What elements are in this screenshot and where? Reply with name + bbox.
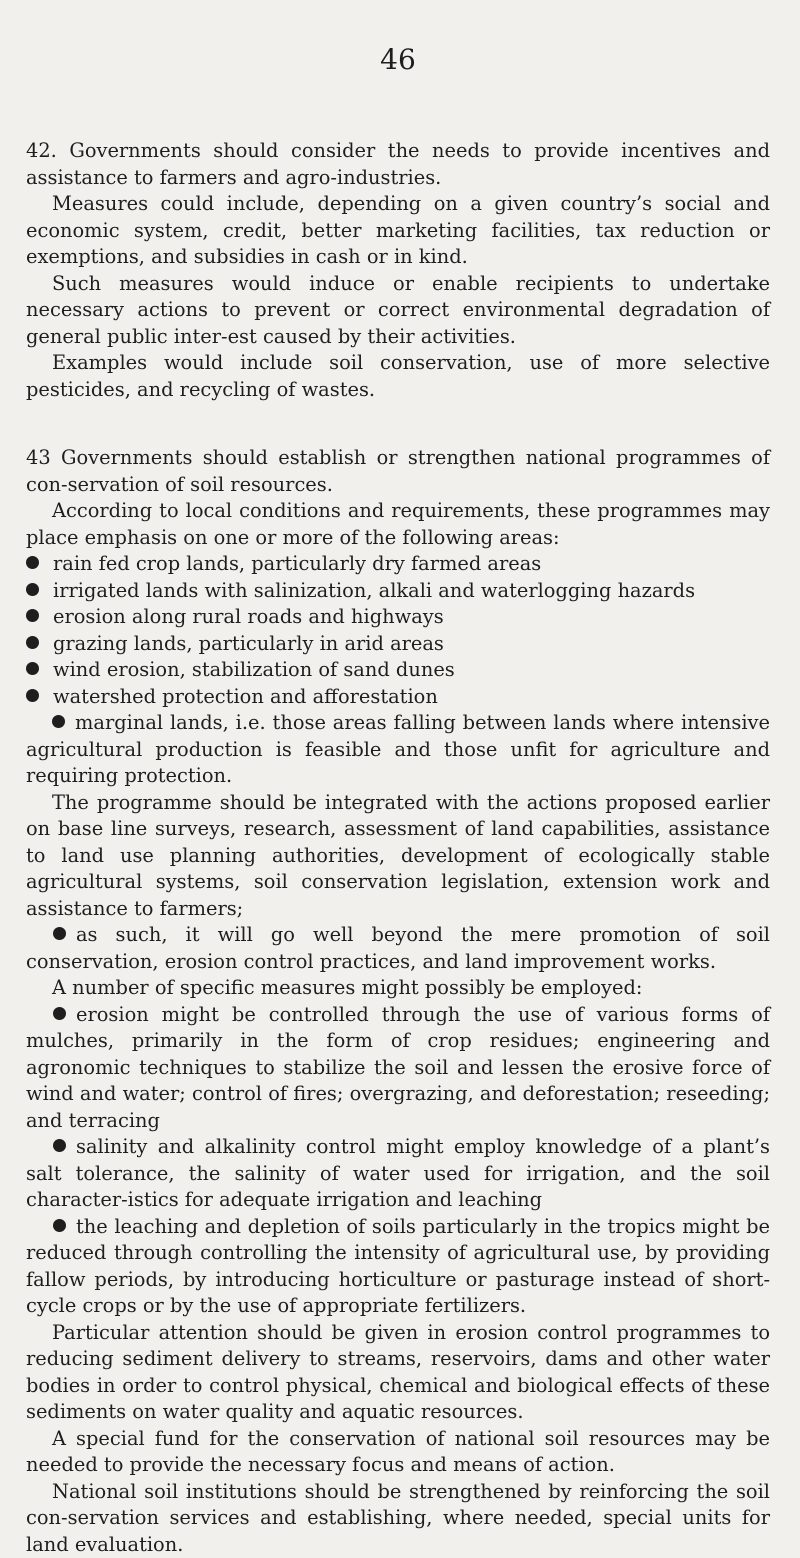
list-item-text: watershed protection and afforestation bbox=[53, 685, 438, 708]
closing-paragraph: A special fund for the conservation of national soil resources may be needed to provide the necessary focus and means of action. bbox=[26, 1426, 770, 1479]
bullet-icon bbox=[26, 662, 39, 675]
list-item-text: erosion along rural roads and highways bbox=[53, 605, 444, 628]
measures-list bbox=[26, 1002, 770, 1320]
list-item-text: grazing lands, particularly in arid areas bbox=[53, 632, 444, 655]
areas-list bbox=[26, 551, 770, 790]
list-item bbox=[26, 1214, 770, 1320]
bullet-icon bbox=[26, 556, 39, 569]
section-43-intro: According to local conditions and requirements, these programmes may place emphasis on one or more of the following areas: bbox=[26, 498, 770, 551]
list-item-text: marginal lands, i.e. those areas falling between lands where intensive agricultural production is feasible and those unfit for agriculture and requiring protection. bbox=[26, 711, 770, 787]
closing-paragraph: Particular attention should be given in erosion control programmes to reducing sediment delivery to streams, reservoirs, dams and other water bodies in order to control physical, chemical and biological effects of these sediments on water quality and aquatic resources. bbox=[26, 1320, 770, 1426]
list-item bbox=[26, 657, 770, 684]
bullet-icon bbox=[26, 609, 39, 622]
promotion-bullet bbox=[26, 922, 770, 975]
closing-paragraph: National soil institutions should be strengthened by reinforcing the soil con-servation services and establishing, where needed, special units for land evaluation. bbox=[26, 1479, 770, 1558]
list-item-text: rain fed crop lands, particularly dry farmed areas bbox=[53, 552, 541, 575]
list-item bbox=[26, 551, 770, 578]
bullet-icon bbox=[53, 1219, 66, 1232]
list-item-text: salinity and alkalinity control might employ knowledge of a plant’s salt tolerance, the salinity of water used for irrigation, and the soil character-istics for adequate irrigation and leaching bbox=[26, 1135, 770, 1211]
bullet-icon bbox=[26, 636, 39, 649]
section-42-heading: 42. Governments should consider the needs to provide incentives and assistance to farmers and agro-industries. bbox=[26, 138, 770, 191]
integration-paragraph: The programme should be integrated with the actions proposed earlier on base line surveys, research, assessment of land capabilities, assistance to land use planning authorities, development of ecologically stable agricultural systems, soil conservation legislation, extension work and assistance to farmers; bbox=[26, 790, 770, 923]
page-number: 46 bbox=[26, 0, 770, 102]
list-item-text: the leaching and depletion of soils particularly in the tropics might be reduced through controlling the intensity of agricultural use, by providing fallow periods, by introducing horticulture or pasturage instead of short-cycle crops or by the use of appropriate fertilizers. bbox=[26, 1215, 770, 1318]
bullet-icon bbox=[26, 689, 39, 702]
section-42-paragraph: Examples would include soil conservation, use of more selective pesticides, and recycling of wastes. bbox=[26, 350, 770, 403]
bullet-icon bbox=[53, 1139, 66, 1152]
section-43-heading: 43 Governments should establish or strengthen national programmes of con-servation of soil resources. bbox=[26, 445, 770, 498]
bullet-icon bbox=[26, 583, 39, 596]
measures-intro: A number of specific measures might possibly be employed: bbox=[26, 975, 770, 1002]
list-item bbox=[26, 710, 770, 790]
section-42-paragraph: Measures could include, depending on a given country’s social and economic system, credit, better marketing facilities, tax reduction or exemptions, and subsidies in cash or in kind. bbox=[26, 191, 770, 271]
bullet-icon bbox=[52, 715, 65, 728]
list-item-text: erosion might be controlled through the use of various forms of mulches, primarily in the form of crop residues; engineering and agronomic techniques to stabilize the soil and lessen the erosive force of wind and water; control of fires; overgrazing, and deforestation; reseeding; and terracing bbox=[26, 1003, 770, 1132]
list-item-text: irrigated lands with salinization, alkali and waterlogging hazards bbox=[53, 579, 695, 602]
bullet-icon bbox=[53, 1007, 66, 1020]
list-item bbox=[26, 1134, 770, 1214]
section-gap bbox=[26, 403, 770, 445]
list-item-text: as such, it will go well beyond the mere promotion of soil conservation, erosion control practices, and land improvement works. bbox=[26, 923, 770, 973]
list-item bbox=[26, 1002, 770, 1135]
list-item bbox=[26, 578, 770, 605]
list-item bbox=[26, 631, 770, 658]
section-42-paragraph: Such measures would induce or enable recipients to undertake necessary actions to prevent or correct environmental degradation of general public inter-est caused by their activities. bbox=[26, 271, 770, 351]
list-item-text: wind erosion, stabilization of sand dunes bbox=[53, 658, 455, 681]
list-item bbox=[26, 684, 770, 711]
list-item bbox=[26, 604, 770, 631]
bullet-icon bbox=[53, 927, 66, 940]
